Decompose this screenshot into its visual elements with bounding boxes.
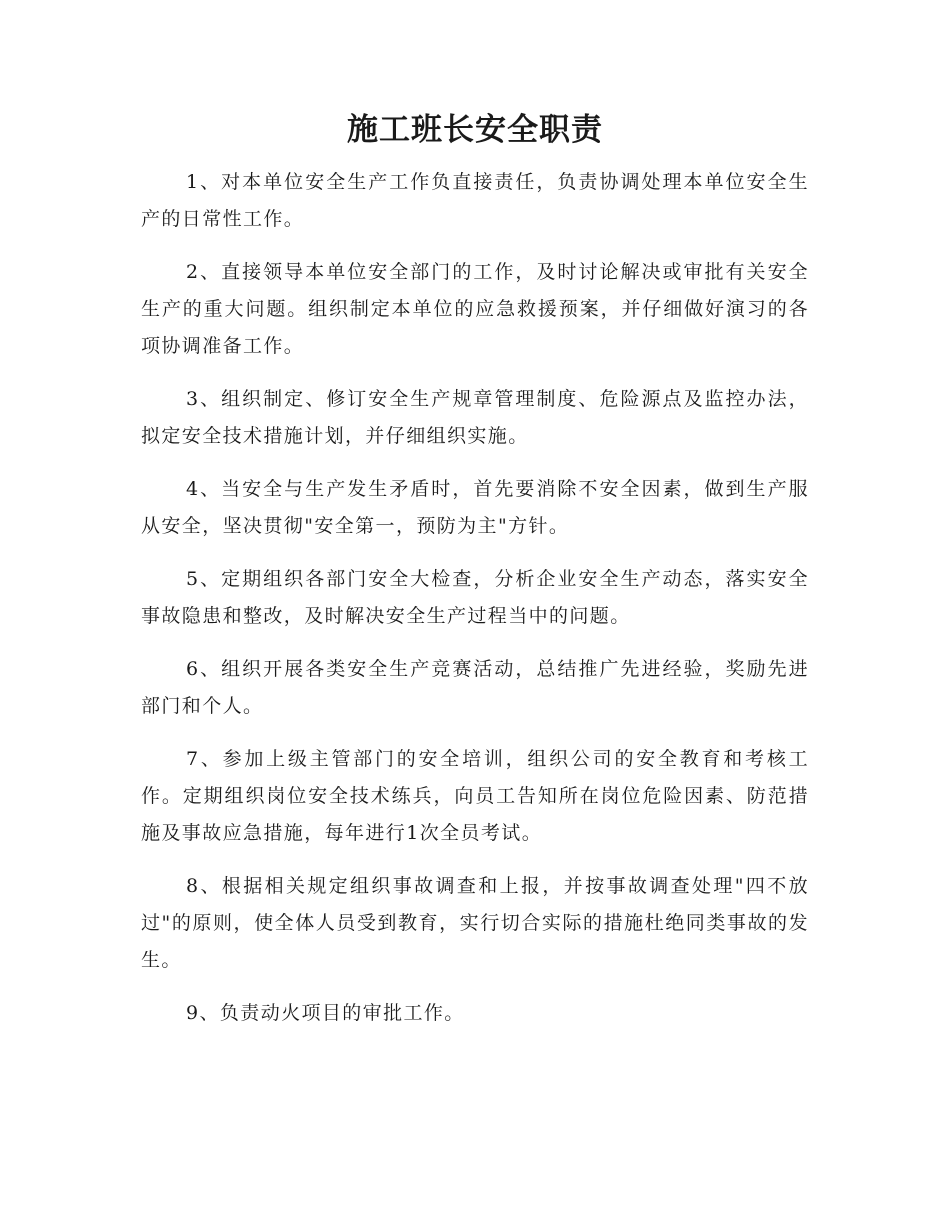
document-body [141, 164, 809, 1048]
duty-paragraph-9: 9、负责动火项目的审批工作。 [186, 1002, 465, 1024]
duty-paragraph-8: 8、根据相关规定组织事故调查和上报，并按事故调查处理"四不放过"的原则，使全体人员受到教育，实行切合实际的措施杜绝同类事故的发生。 [141, 875, 809, 971]
duty-paragraph-2: 2、直接领导本单位安全部门的工作，及时讨论解决或审批有关安全生产的重大问题。组织制定本单位的应急救援预案，并仔细做好演习的各项协调准备工作。 [141, 261, 809, 357]
duty-paragraph-4: 4、当安全与生产发生矛盾时，首先要消除不安全因素，做到生产服从安全，坚决贯彻"安全第一，预防为主"方针。 [141, 478, 809, 537]
duty-paragraph-1: 1、对本单位安全生产工作负直接责任，负责协调处理本单位安全生产的日常性工作。 [141, 171, 809, 230]
duty-paragraph-5: 5、定期组织各部门安全大检查，分析企业安全生产动态，落实安全事故隐患和整改，及时解决安全生产过程当中的问题。 [141, 568, 809, 627]
duty-paragraph-3: 3、组织制定、修订安全生产规章管理制度、危险源点及监控办法，拟定安全技术措施计划，并仔细组织实施。 [141, 388, 809, 447]
document-title: 施工班长安全职责 [347, 112, 603, 148]
duty-paragraph-7: 7、参加上级主管部门的安全培训，组织公司的安全教育和考核工作。定期组织岗位安全技术练兵，向员工告知所在岗位危险因素、防范措施及事故应急措施，每年进行1次全员考试。 [141, 748, 809, 844]
duty-paragraph-6: 6、组织开展各类安全生产竞赛活动，总结推广先进经验，奖励先进部门和个人。 [141, 658, 809, 717]
